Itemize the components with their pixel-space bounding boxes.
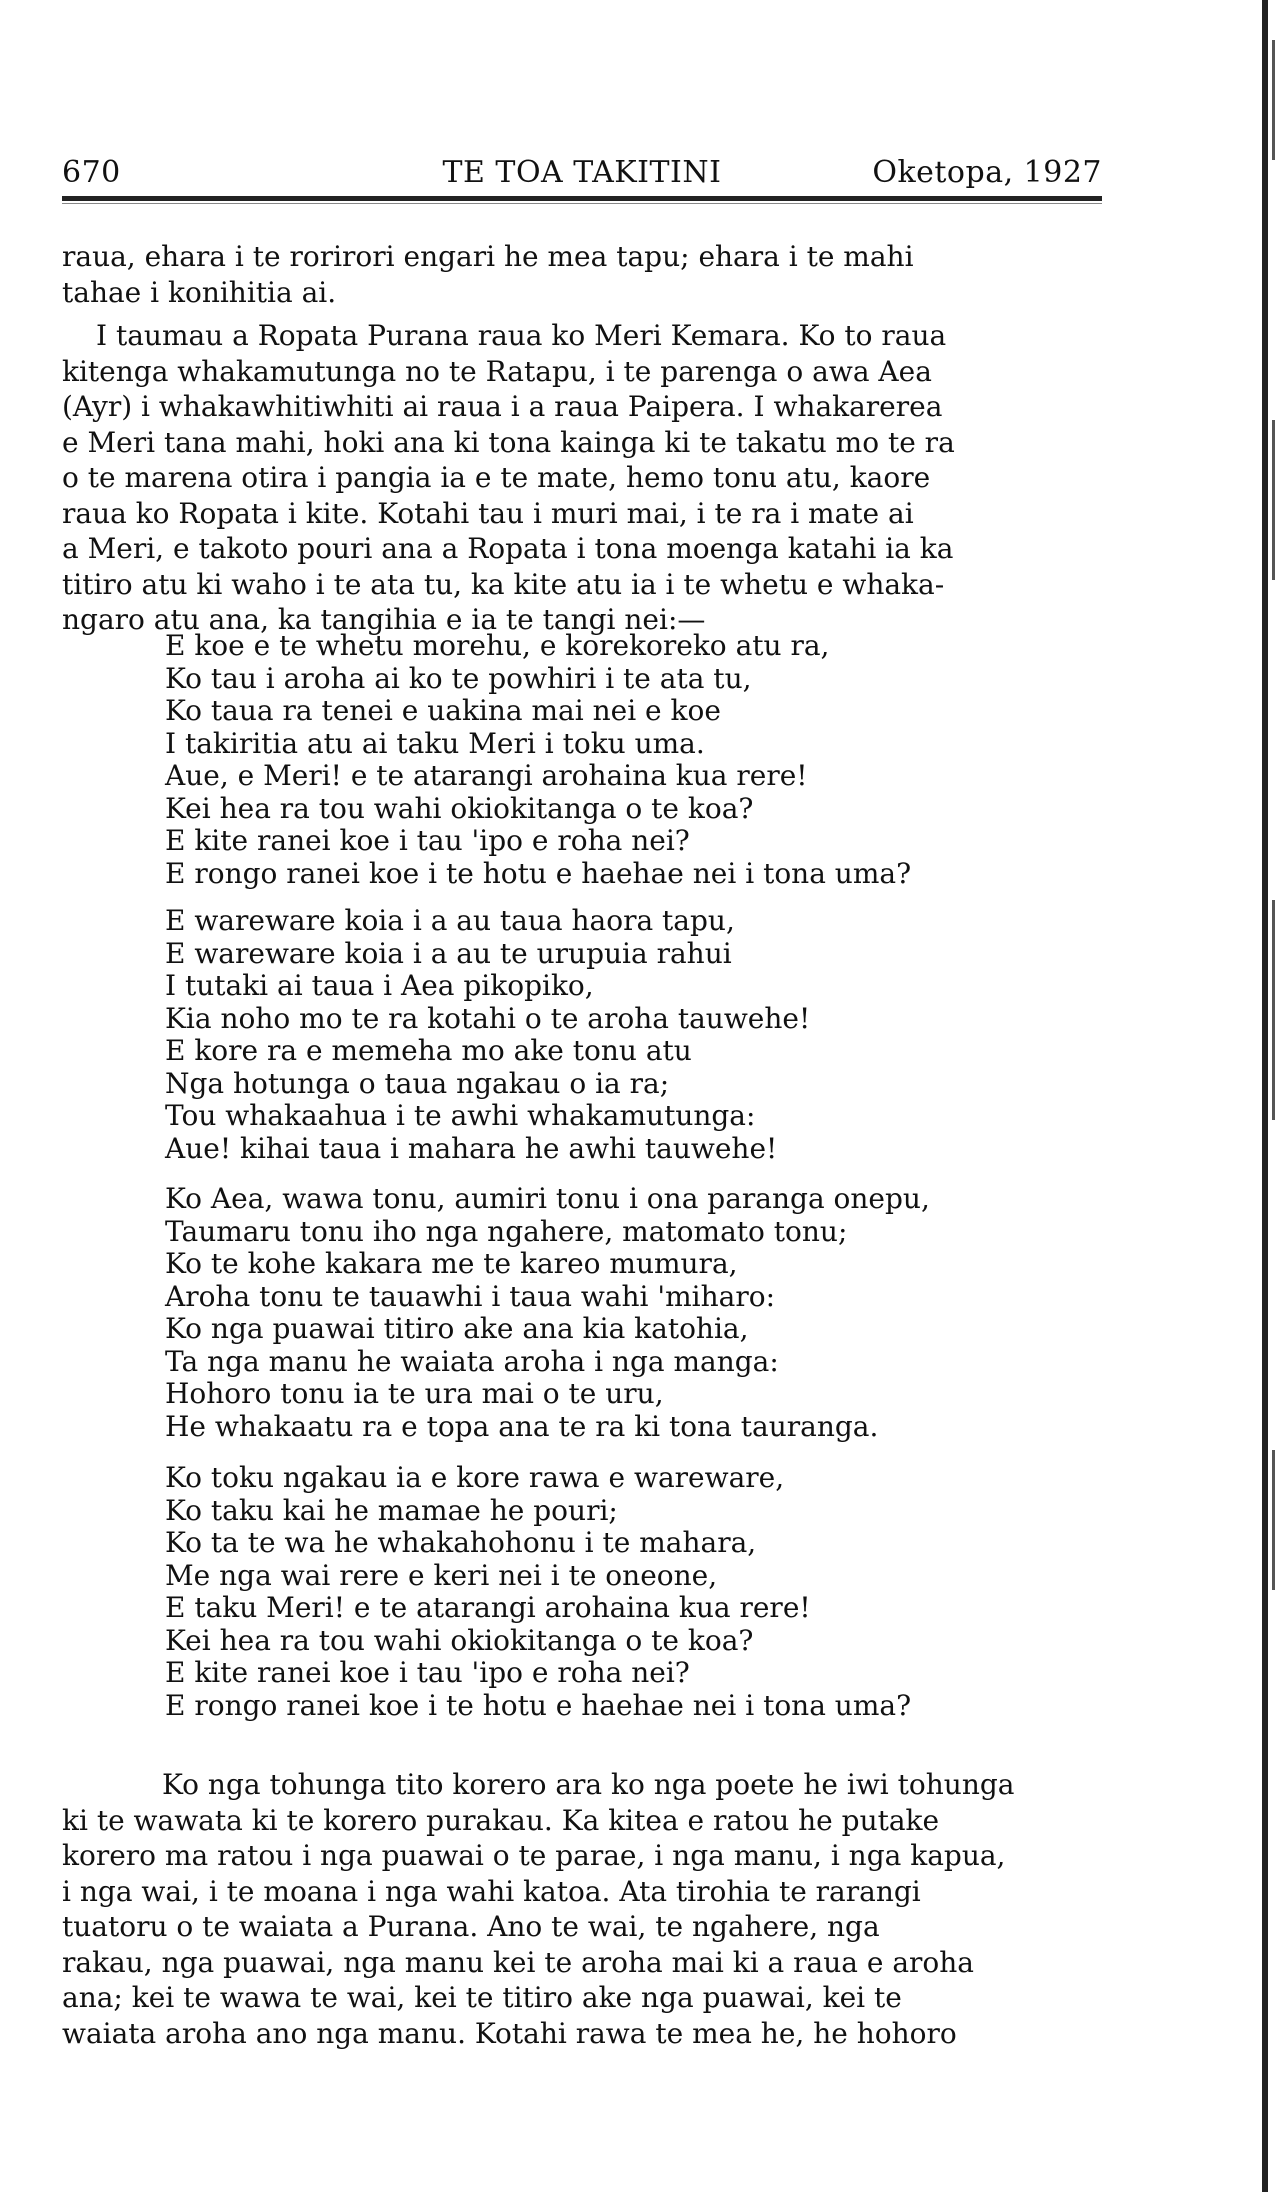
verse-line: Ta nga manu he waiata aroha i nga manga: [165,1344,779,1378]
header-rule [62,196,1102,201]
issue-date: Oketopa, 1927 [872,155,1102,190]
verse-line: E rongo ranei koe i te hotu e haehae nei i tona uma? [165,1688,912,1722]
text-line: rakau, nga puawai, nga manu kei te aroha mai ki a raua e aroha [62,1945,974,1979]
edge-mark [1272,900,1275,1120]
verse-line: Ko nga puawai titiro ake ana kia katohia, [165,1312,749,1345]
verse-line: I takiritia atu ai taku Meri i toku uma. [165,726,705,760]
edge-mark [1272,40,1275,160]
page-number: 670 [62,155,121,190]
text-line: korero ma ratou i nga puawai o te parae, i nga manu, i nga kapua, [62,1839,1006,1872]
verse-line: Tou whakaahua i te awhi whakamutunga: [165,1099,756,1132]
poem-stanza-1 [165,630,1105,890]
text-line: o te marena otira i pangia ia e te mate, hemo tonu atu, kaore [62,461,931,494]
verse-line: Kia noho mo te ra kotahi o te aroha tauwehe! [165,1001,811,1035]
verse-line: E wareware koia i a au taua haora tapu, [165,904,735,937]
text-line: raua, ehara i te rorirori engari he mea tapu; ehara i te mahi [62,240,914,273]
verse-line: E taku Meri! e te atarangi arohaina kua rere! [165,1591,811,1624]
verse-line: E koe e te whetu morehu, e korekoreko atu ra, [165,629,830,662]
verse-line: E kite ranei koe i tau 'ipo e roha nei? [165,824,690,857]
verse-line: E kite ranei koe i tau 'ipo e roha nei? [165,1656,690,1689]
verse-line: Ko ta te wa he whakahohonu i te mahara, [165,1526,757,1559]
text-line: waiata aroha ano nga manu. Kotahi rawa te mea he, he hohoro [62,2016,957,2050]
text-line: Ko nga tohunga tito korero ara ko nga poete he iwi tohunga [162,1768,1015,1801]
verse-line: Nga hotunga o taua ngakau o ia ra; [165,1066,670,1100]
verse-line: Aroha tonu te tauawhi i taua wahi 'miharo: [165,1279,775,1313]
verse-line: Hohoro tonu ia te ura mai o te uru, [165,1377,664,1410]
text-line: i nga wai, i te moana i nga wahi katoa. Ata tirohia te rarangi [62,1874,921,1908]
verse-line: Kei hea ra tou wahi okiokitanga o te koa? [165,791,754,825]
verse-line: Ko taua ra tenei e uakina mai nei e koe [165,694,721,727]
paragraph-narrative [62,318,1107,638]
text-line: kitenga whakamutunga no te Ratapu, i te parenga o awa Aea [62,354,932,388]
text-line: raua ko Ropata i kite. Kotahi tau i muri mai, i te ra i mate ai [62,496,914,530]
verse-line: Ko te kohe kakara me te kareo mumura, [165,1247,738,1280]
verse-line: Ko Aea, wawa tonu, aumiri tonu i ona paranga onepu, [165,1182,930,1215]
text-line: tahae i konihitia ai. [62,275,337,309]
text-line: e Meri tana mahi, hoki ana ki tona kainga ki te takatu mo te ra [62,425,955,459]
page-edge-border [1262,0,1268,2192]
verse-line: Me nga wai rere e keri nei i te oneone, [165,1558,718,1592]
verse-line: E kore ra e memeha mo ake tonu atu [165,1034,692,1067]
text-line: tuatoru o te waiata a Purana. Ano te wai, te ngahere, nga [62,1910,880,1943]
text-line: I taumau a Ropata Purana raua ko Meri Kemara. Ko to raua [96,319,947,352]
journal-title: TE TOA TAKITINI [442,155,722,190]
text-line: a Meri, e takoto pouri ana a Ropata i tona moenga katahi ia ka [62,532,954,565]
verse-line: He whakaatu ra e topa ana te ra ki tona tauranga. [165,1409,879,1443]
edge-mark [1272,420,1275,580]
verse-line: Aue, e Meri! e te atarangi arohaina kua rere! [165,759,808,792]
poem-stanza-3 [165,1183,1105,1443]
text-line: (Ayr) i whakawhitiwhiti ai raua i a raua Paipera. I whakarerea [62,390,943,423]
text-line: ana; kei te wawa te wai, kei te titiro ake nga puawai, kei te [62,1981,902,2014]
running-header [62,155,1102,195]
paragraph-commentary [62,1767,1107,2051]
verse-line: E rongo ranei koe i te hotu e haehae nei i tona uma? [165,856,912,890]
edge-mark [1272,1450,1275,1590]
verse-line: Kei hea ra tou wahi okiokitanga o te koa? [165,1623,754,1657]
text-line: ngaro atu ana, ka tangihia e ia te tangi nei:— [62,603,706,636]
verse-line: Ko tau i aroha ai ko te powhiri i te ata tu, [165,661,752,695]
poem-stanza-4 [165,1462,1105,1722]
header-rule-thin [62,203,1102,204]
paragraph-continuation [62,239,1107,310]
verse-line: E wareware koia i a au te urupuia rahui [165,936,732,970]
verse-line: Aue! kihai taua i mahara he awhi tauwehe! [165,1131,778,1165]
verse-line: Ko toku ngakau ia e kore rawa e wareware, [165,1461,785,1494]
poem-stanza-2 [165,905,1105,1165]
text-line: titiro atu ki waho i te ata tu, ka kite atu ia i te whetu e whaka- [62,567,945,601]
text-line: ki te wawata ki te korero purakau. Ka kitea e ratou he putake [62,1803,940,1837]
verse-line: I tutaki ai taua i Aea pikopiko, [165,969,594,1002]
verse-line: Ko taku kai he mamae he pouri; [165,1493,618,1527]
verse-line: Taumaru tonu iho nga ngahere, matomato tonu; [165,1214,848,1248]
